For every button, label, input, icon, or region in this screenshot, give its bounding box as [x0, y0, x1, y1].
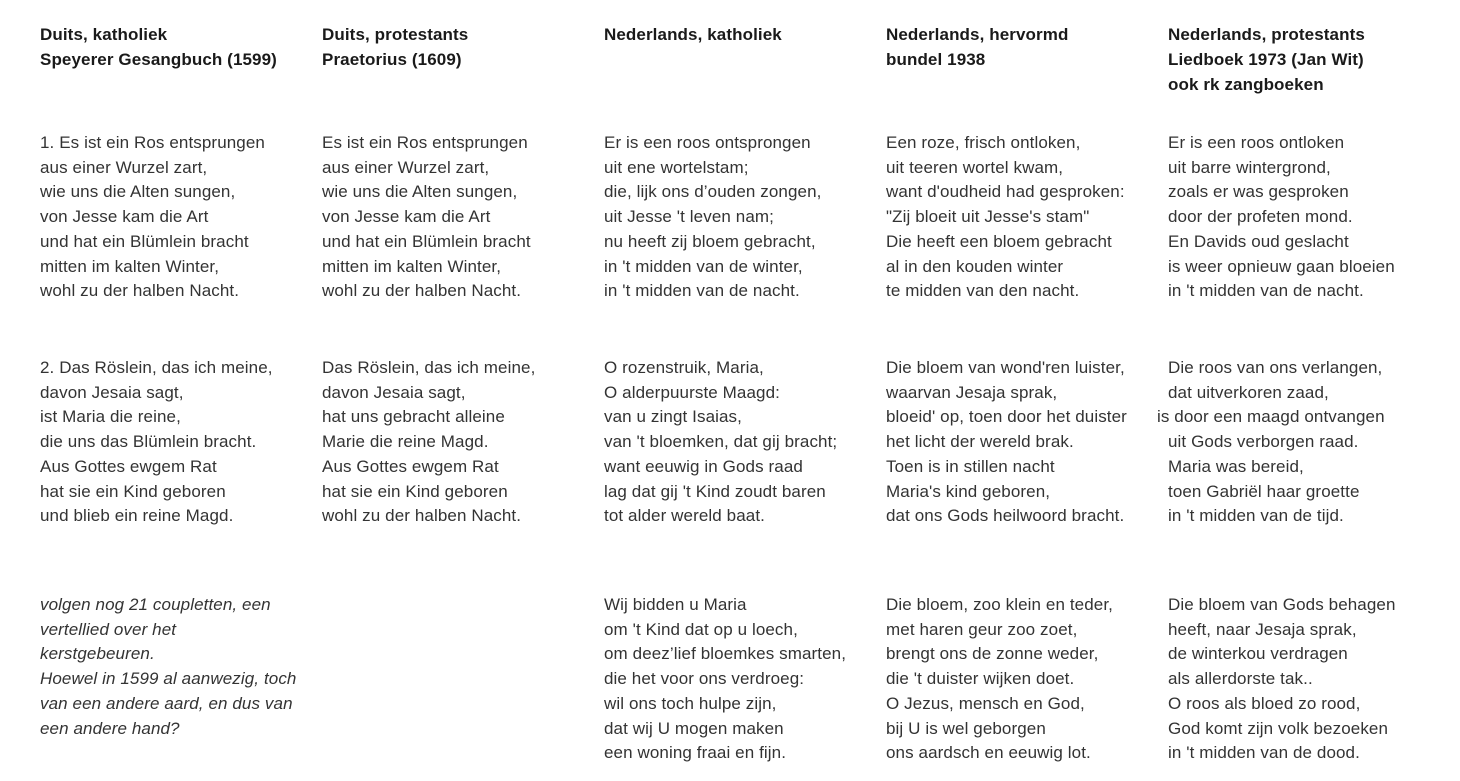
verse-line: toen Gabriël haar groette [1168, 481, 1360, 501]
verse-line: die, lijk ons d’ouden zongen, [604, 182, 822, 202]
verse-line: uit Gods verborgen raad. [1168, 432, 1359, 452]
verse-line: van 't bloemken, dat gij bracht; [604, 432, 838, 452]
verse-line: O Jezus, mensch en God, [886, 693, 1085, 713]
verse-line: wohl zu der halben Nacht. [40, 281, 240, 301]
verse-line: von Jesse kam die Art [40, 207, 209, 227]
column-header-nederlands-protestants [1168, 22, 1450, 131]
verse-line: Er is een roos ontsprongen [604, 133, 811, 152]
stanza-block-duits-katholiek [40, 131, 322, 356]
verse-line: O alderpuurste Maagd: [604, 382, 780, 402]
stanza-block-nederlands-hervormd [886, 356, 1168, 593]
note-line: een andere hand? [40, 718, 180, 738]
verse-line: 1. Es ist ein Ros entsprungen [40, 133, 265, 152]
verse-line: een woning fraai en fijn. [604, 743, 787, 763]
verse-line: hat uns gebracht alleine [322, 407, 505, 427]
verse-line: Een roze, frisch ontloken, [886, 133, 1081, 152]
verse-line: in 't midden van de nacht. [604, 281, 800, 301]
verse-line: Die bloem, zoo klein en teder, [886, 595, 1113, 614]
verse-line: und hat ein Blümlein bracht [322, 231, 531, 251]
verse-line: wohl zu der halben Nacht. [322, 281, 522, 301]
stanza-block-duits-protestants [322, 131, 604, 356]
verse-line: is weer opnieuw gaan bloeien [1168, 256, 1395, 276]
verse-line: als allerdorste tak.. [1168, 669, 1313, 689]
header-line: Nederlands, hervormd [886, 25, 1069, 44]
verse-line: Das Röslein, das ich meine, [322, 358, 536, 377]
verse-line: und hat ein Blümlein bracht [40, 231, 249, 251]
verse-line: hat sie ein Kind geboren [40, 481, 226, 501]
note-line: van een andere aard, en dus van [40, 693, 293, 713]
note-line: kerstgebeuren. [40, 644, 155, 664]
stanza-block-nederlands-protestants [1168, 593, 1450, 766]
stanza-block-duits-protestants [322, 593, 604, 766]
header-line: Duits, katholiek [40, 25, 168, 44]
header-line: Nederlands, katholiek [604, 25, 782, 44]
verse-line: O rozenstruik, Maria, [604, 358, 764, 377]
verse-line: om 't Kind dat op u loech, [604, 619, 798, 639]
verse-line: zoals er was gesproken [1168, 182, 1349, 202]
verse-line: brengt ons de zonne weder, [886, 644, 1099, 664]
verse-line: davon Jesaia sagt, [322, 382, 466, 402]
note-block-duits-katholiek [40, 593, 322, 766]
verse-line: wohl zu der halben Nacht. [322, 506, 522, 526]
verse-line: die 't duister wijken doet. [886, 669, 1075, 689]
verse-line: waarvan Jesaja sprak, [886, 382, 1058, 402]
verse-line: uit teeren wortel kwam, [886, 157, 1064, 177]
header-line: Speyerer Gesangbuch (1599) [40, 50, 277, 69]
verse-line: wie uns die Alten sungen, [40, 182, 236, 202]
stanza-block-duits-protestants [322, 356, 604, 593]
verse-line: "Zij bloeit uit Jesse's stam" [886, 207, 1090, 227]
verse-line: Die heeft een bloem gebracht [886, 231, 1112, 251]
verse-line: met haren geur zoo zoet, [886, 619, 1078, 639]
verse-line: Aus Gottes ewgem Rat [322, 456, 499, 476]
verse-line: bij U is wel geborgen [886, 718, 1046, 738]
note-line: vertellied over het [40, 619, 177, 639]
verse-line: bloeid' op, toen door het duister [886, 407, 1127, 427]
header-line: Praetorius (1609) [322, 50, 462, 69]
header-line: Nederlands, protestants [1168, 25, 1365, 44]
verse-line: nu heeft zij bloem gebracht, [604, 231, 816, 251]
note-line: volgen nog 21 coupletten, een [40, 595, 271, 614]
verse-line: God komt zijn volk bezoeken [1168, 718, 1389, 738]
verse-line: in 't midden van de tijd. [1168, 506, 1344, 526]
verse-line: Er is een roos ontloken [1168, 133, 1345, 152]
verse-line: dat uitverkoren zaad, [1168, 382, 1329, 402]
verse-line: het licht der wereld brak. [886, 432, 1074, 452]
stanza-block-duits-katholiek [40, 356, 322, 593]
verse-line: Maria's kind geboren, [886, 481, 1051, 501]
verse-line: En Davids oud geslacht [1168, 231, 1349, 251]
stanza-block-nederlands-protestants [1168, 131, 1450, 356]
verse-line: om deez’lief bloemkes smarten, [604, 644, 847, 664]
header-line: Duits, protestants [322, 25, 469, 44]
verse-line: ons aardsch en eeuwig lot. [886, 743, 1091, 763]
stanza-block-nederlands-protestants [1157, 356, 1450, 593]
verse-line: want eeuwig in Gods raad [604, 456, 803, 476]
verse-line: wil ons toch hulpe zijn, [604, 693, 777, 713]
verse-line: Toen is in stillen nacht [886, 456, 1055, 476]
verse-line: Die roos van ons verlangen, [1168, 358, 1383, 377]
note-line: Hoewel in 1599 al aanwezig, toch [40, 669, 297, 689]
verse-line: de winterkou verdragen [1168, 644, 1348, 664]
verse-line: ist Maria die reine, [40, 407, 181, 427]
verse-line: lag dat gij 't Kind zoudt baren [604, 481, 826, 501]
header-line: ook rk zangboeken [1168, 75, 1324, 94]
header-line: bundel 1938 [886, 50, 986, 69]
verse-line: Marie die reine Magd. [322, 432, 489, 452]
column-header-nederlands-katholiek [604, 22, 886, 131]
stanza-block-nederlands-hervormd [886, 131, 1168, 356]
verse-line: is door een maagd ontvangen [1157, 407, 1385, 427]
header-line: Liedboek 1973 (Jan Wit) [1168, 50, 1364, 69]
verse-line: von Jesse kam die Art [322, 207, 491, 227]
verse-line: in 't midden van de winter, [604, 256, 803, 276]
stanza-block-nederlands-katholiek [604, 593, 886, 766]
verse-line: te midden van den nacht. [886, 281, 1080, 301]
verse-line: dat wij U mogen maken [604, 718, 784, 738]
stanza-block-nederlands-hervormd [886, 593, 1168, 766]
verse-line: Aus Gottes ewgem Rat [40, 456, 217, 476]
verse-line: mitten im kalten Winter, [40, 256, 220, 276]
stanza-block-nederlands-katholiek [604, 131, 886, 356]
verse-line: tot alder wereld baat. [604, 506, 765, 526]
verse-line: mitten im kalten Winter, [322, 256, 502, 276]
verse-line: dat ons Gods heilwoord bracht. [886, 506, 1125, 526]
verse-line: al in den kouden winter [886, 256, 1064, 276]
verse-line: van u zingt Isaias, [604, 407, 742, 427]
verse-line: die uns das Blümlein bracht. [40, 432, 257, 452]
verse-line: heeft, naar Jesaja sprak, [1168, 619, 1357, 639]
verse-line: want d'oudheid had gesproken: [886, 182, 1125, 202]
column-header-duits-katholiek [40, 22, 322, 131]
verse-line: hat sie ein Kind geboren [322, 481, 508, 501]
verse-line: Die bloem van Gods behagen [1168, 595, 1396, 614]
verse-line: uit Jesse 't leven nam; [604, 207, 774, 227]
column-header-nederlands-hervormd [886, 22, 1168, 131]
verse-line: und blieb ein reine Magd. [40, 506, 234, 526]
verse-line: uit barre wintergrond, [1168, 157, 1331, 177]
verse-line: Die bloem van wond'ren luister, [886, 358, 1125, 377]
verse-line: die het voor ons verdroeg: [604, 669, 805, 689]
verse-line: uit ene wortelstam; [604, 157, 749, 177]
verse-line: davon Jesaia sagt, [40, 382, 184, 402]
verse-line: wie uns die Alten sungen, [322, 182, 518, 202]
verse-line: in 't midden van de nacht. [1168, 281, 1364, 301]
verse-line: door der profeten mond. [1168, 207, 1353, 227]
verse-line: aus einer Wurzel zart, [322, 157, 490, 177]
verse-line: O roos als bloed zo rood, [1168, 693, 1361, 713]
verse-line: in 't midden van de dood. [1168, 743, 1360, 763]
verse-line: Wij bidden u Maria [604, 595, 747, 614]
stanza-block-nederlands-katholiek [604, 356, 886, 593]
column-header-duits-protestants [322, 22, 604, 131]
verse-line: aus einer Wurzel zart, [40, 157, 208, 177]
verse-line: Es ist ein Ros entsprungen [322, 133, 528, 152]
verse-line: 2. Das Röslein, das ich meine, [40, 358, 273, 377]
verse-line: Maria was bereid, [1168, 456, 1304, 476]
